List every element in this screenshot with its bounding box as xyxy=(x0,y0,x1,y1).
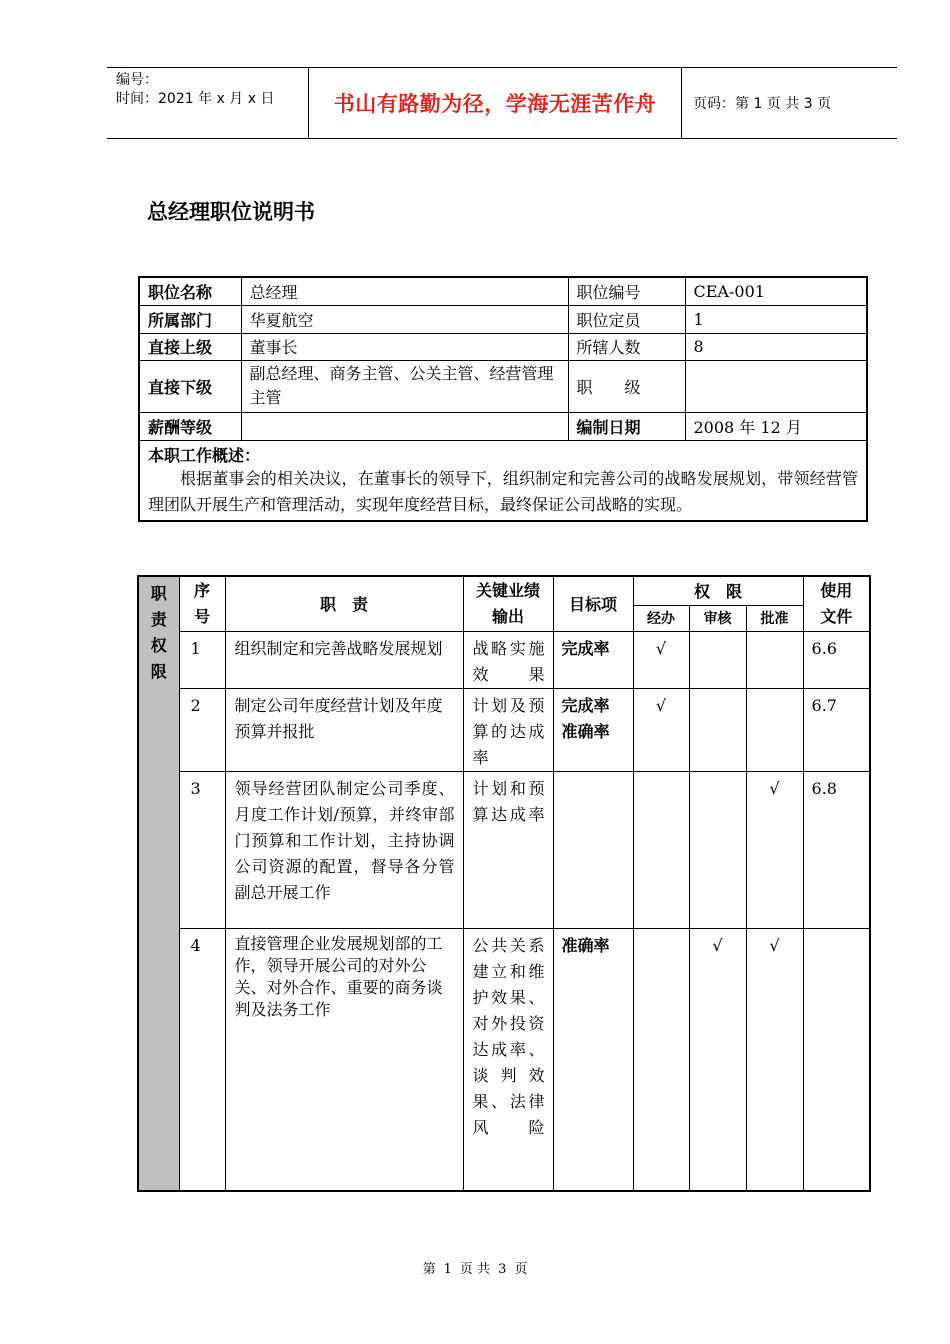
duty-seq: 3 xyxy=(179,771,225,928)
duty-row xyxy=(138,928,870,1191)
header-authority: 权 限 xyxy=(633,576,803,605)
duty-doc xyxy=(803,928,870,1191)
value-prepared-date: 2008 年 12 月 xyxy=(685,412,867,440)
value-grade xyxy=(685,360,867,412)
header-meta xyxy=(107,68,309,138)
duty-target: 完成率 xyxy=(553,631,633,688)
header-review: 审核 xyxy=(689,605,746,631)
duty-target: 完成率 准确率 xyxy=(553,688,633,771)
duty-approve: √ xyxy=(746,928,803,1191)
duty-review: √ xyxy=(689,928,746,1191)
label-prepared-date: 编制日期 xyxy=(568,412,685,440)
header-handle: 经办 xyxy=(633,605,689,631)
duty-doc: 6.7 xyxy=(803,688,870,771)
header-doc: 使用文件 xyxy=(803,576,870,631)
duty-approve xyxy=(746,631,803,688)
value-superior: 董事长 xyxy=(241,333,568,360)
label-position-name: 职位名称 xyxy=(139,277,241,305)
doc-number: 编号： xyxy=(116,72,158,88)
value-subordinates: 副总经理、商务主管、公关主管、经营管理主管 xyxy=(241,360,568,412)
duty-approve: √ xyxy=(746,771,803,928)
info-row xyxy=(139,412,867,440)
duty-target xyxy=(553,771,633,928)
duty-text: 领导经营团队制定公司季度、月度工作计划/预算，并终审部门预算和工作计划，主持协调公司资源的配置，督导各分管副总开展工作 xyxy=(225,771,463,928)
page-footer xyxy=(0,1258,950,1277)
duty-handle xyxy=(633,928,689,1191)
duty-key-output: 战略实施效果 xyxy=(463,631,553,688)
duty-row xyxy=(138,771,870,928)
label-subordinates-count: 所辖人数 xyxy=(568,333,685,360)
header-duty: 职 责 xyxy=(225,576,463,631)
info-row xyxy=(139,333,867,360)
label-position-code: 职位编号 xyxy=(568,277,685,305)
value-headcount: 1 xyxy=(685,305,867,333)
value-position-name: 总经理 xyxy=(241,277,568,305)
footer-suffix: 页 xyxy=(514,1262,528,1277)
duty-review xyxy=(689,631,746,688)
doc-time: 时间：2021 年 x 月 x 日 xyxy=(116,91,275,107)
duty-row xyxy=(138,688,870,771)
header-page-info: 页码：第 1 页 共 3 页 xyxy=(693,96,832,112)
summary-text: 根据董事会的相关决议，在董事长的领导下，组织制定和完善公司的战略发展规划，带领经营管理团队开展生产和管理活动，实现年度经营目标，最终保证公司战略的实现。 xyxy=(148,468,858,514)
duty-review xyxy=(689,688,746,771)
duty-review xyxy=(689,771,746,928)
duty-handle: √ xyxy=(633,688,689,771)
label-headcount: 职位定员 xyxy=(568,305,685,333)
duties-side-label: 职责权限 xyxy=(138,576,179,1191)
summary-heading: 本职工作概述： xyxy=(148,445,261,465)
info-summary-row xyxy=(139,440,867,521)
header-motto: 书山有路勤为径，学海无涯苦作舟 xyxy=(309,68,682,138)
footer-page-number: 1 xyxy=(443,1262,452,1277)
duty-approve xyxy=(746,688,803,771)
label-grade: 职 级 xyxy=(568,360,685,412)
footer-page-total: 3 xyxy=(498,1262,507,1277)
header-approve: 批准 xyxy=(746,605,803,631)
duty-doc: 6.8 xyxy=(803,771,870,928)
value-salary-grade xyxy=(241,412,568,440)
duty-text: 制定公司年度经营计划及年度预算并报批 xyxy=(225,688,463,771)
header-target: 目标项 xyxy=(553,576,633,631)
duty-seq: 1 xyxy=(179,631,225,688)
page-header xyxy=(107,67,897,139)
value-subordinates-count: 8 xyxy=(685,333,867,360)
duty-row xyxy=(138,631,870,688)
duty-text: 组织制定和完善战略发展规划 xyxy=(225,631,463,688)
label-salary-grade: 薪酬等级 xyxy=(139,412,241,440)
duty-doc: 6.6 xyxy=(803,631,870,688)
duty-target: 准确率 xyxy=(553,928,633,1191)
duty-seq: 2 xyxy=(179,688,225,771)
duty-handle: √ xyxy=(633,631,689,688)
info-row xyxy=(139,360,867,412)
duty-seq: 4 xyxy=(179,928,225,1191)
duties-table xyxy=(137,575,871,1192)
duty-text: 直接管理企业发展规划部的工作，领导开展公司的对外公关、对外合作、重要的商务谈判及法务工作 xyxy=(225,928,463,1191)
duty-key-output: 计划和预算达成率 xyxy=(463,771,553,928)
position-info-table xyxy=(138,276,868,522)
header-seq: 序号 xyxy=(179,576,225,631)
document-title: 总经理职位说明书 xyxy=(147,200,315,224)
info-row xyxy=(139,305,867,333)
footer-prefix: 第 xyxy=(422,1262,436,1277)
label-superior: 直接上级 xyxy=(139,333,241,360)
duty-handle xyxy=(633,771,689,928)
header-key-output: 关键业绩输出 xyxy=(463,576,553,631)
duty-key-output: 公共关系建立和维护效果、对外投资达成率、谈判效果、法律风险 xyxy=(463,928,553,1191)
footer-mid: 页 共 xyxy=(459,1262,491,1277)
value-department: 华夏航空 xyxy=(241,305,568,333)
value-position-code: CEA-001 xyxy=(685,277,867,305)
label-subordinates: 直接下级 xyxy=(139,360,241,412)
label-department: 所属部门 xyxy=(139,305,241,333)
info-row xyxy=(139,277,867,305)
duty-key-output: 计划及预算的达成率 xyxy=(463,688,553,771)
